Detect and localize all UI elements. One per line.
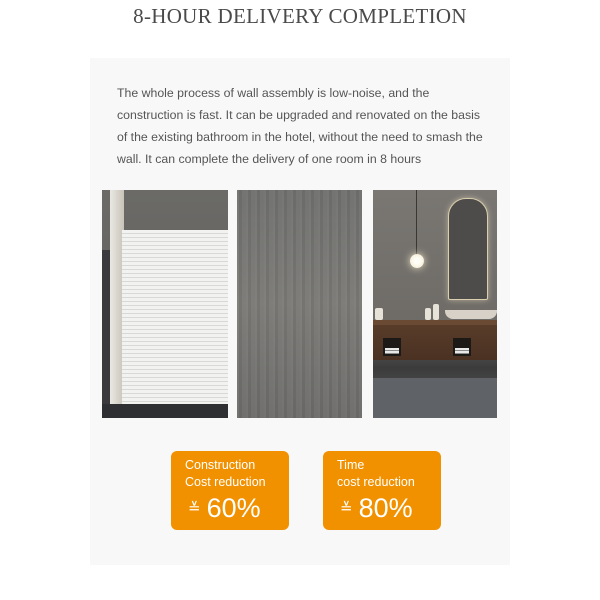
page-title: 8-HOUR DELIVERY COMPLETION [133,4,467,28]
time-cost-stat [323,451,441,530]
stat-value-row [340,493,413,524]
stat-label [185,457,266,491]
construction-cost-stat [171,451,289,530]
stat-value-row [188,493,261,524]
stat-label-line2: Cost reduction [185,475,266,489]
description-text: The whole process of wall assembly is low-noise, and the construction is fast. It can be upgraded and renovated on the basis of the existing bathroom in the hotel, without the need to smash the wall. It can complete the delivery of one room in 8 hours [117,86,483,166]
floor-shape [102,404,228,418]
stat-label-line1: Construction [185,458,256,472]
double-chevron-down-icon: ≚ [340,500,353,517]
dark-side-shape [102,250,110,418]
lamp-cord-shape [416,190,417,260]
cubby-shape [383,338,401,356]
mirror-shape [448,198,488,300]
stat-value: 80% [358,493,413,523]
double-chevron-down-icon: ≚ [188,500,201,517]
stat-label-line1: Time [337,458,365,472]
stat-value: 60% [206,493,261,523]
content-card [90,58,510,565]
floor-shape [373,378,497,418]
soap-bottle-shape [433,304,439,320]
stat-label [337,457,415,491]
stacked-wall-panels-photo [102,190,228,418]
panel-stack-shape [122,230,228,410]
towel-shape [455,348,469,354]
pendant-lamp-shape [410,254,424,268]
decor-shape [375,308,383,320]
towel-shape [385,348,399,354]
stat-label-line2: cost reduction [337,475,415,489]
soap-bottle-shape [425,308,431,320]
cubby-shape [453,338,471,356]
basin-shape [445,310,497,319]
hotel-bathroom-render [373,190,497,418]
vanity-top-shape [373,320,497,325]
grey-concrete-texture-panel [237,190,362,418]
